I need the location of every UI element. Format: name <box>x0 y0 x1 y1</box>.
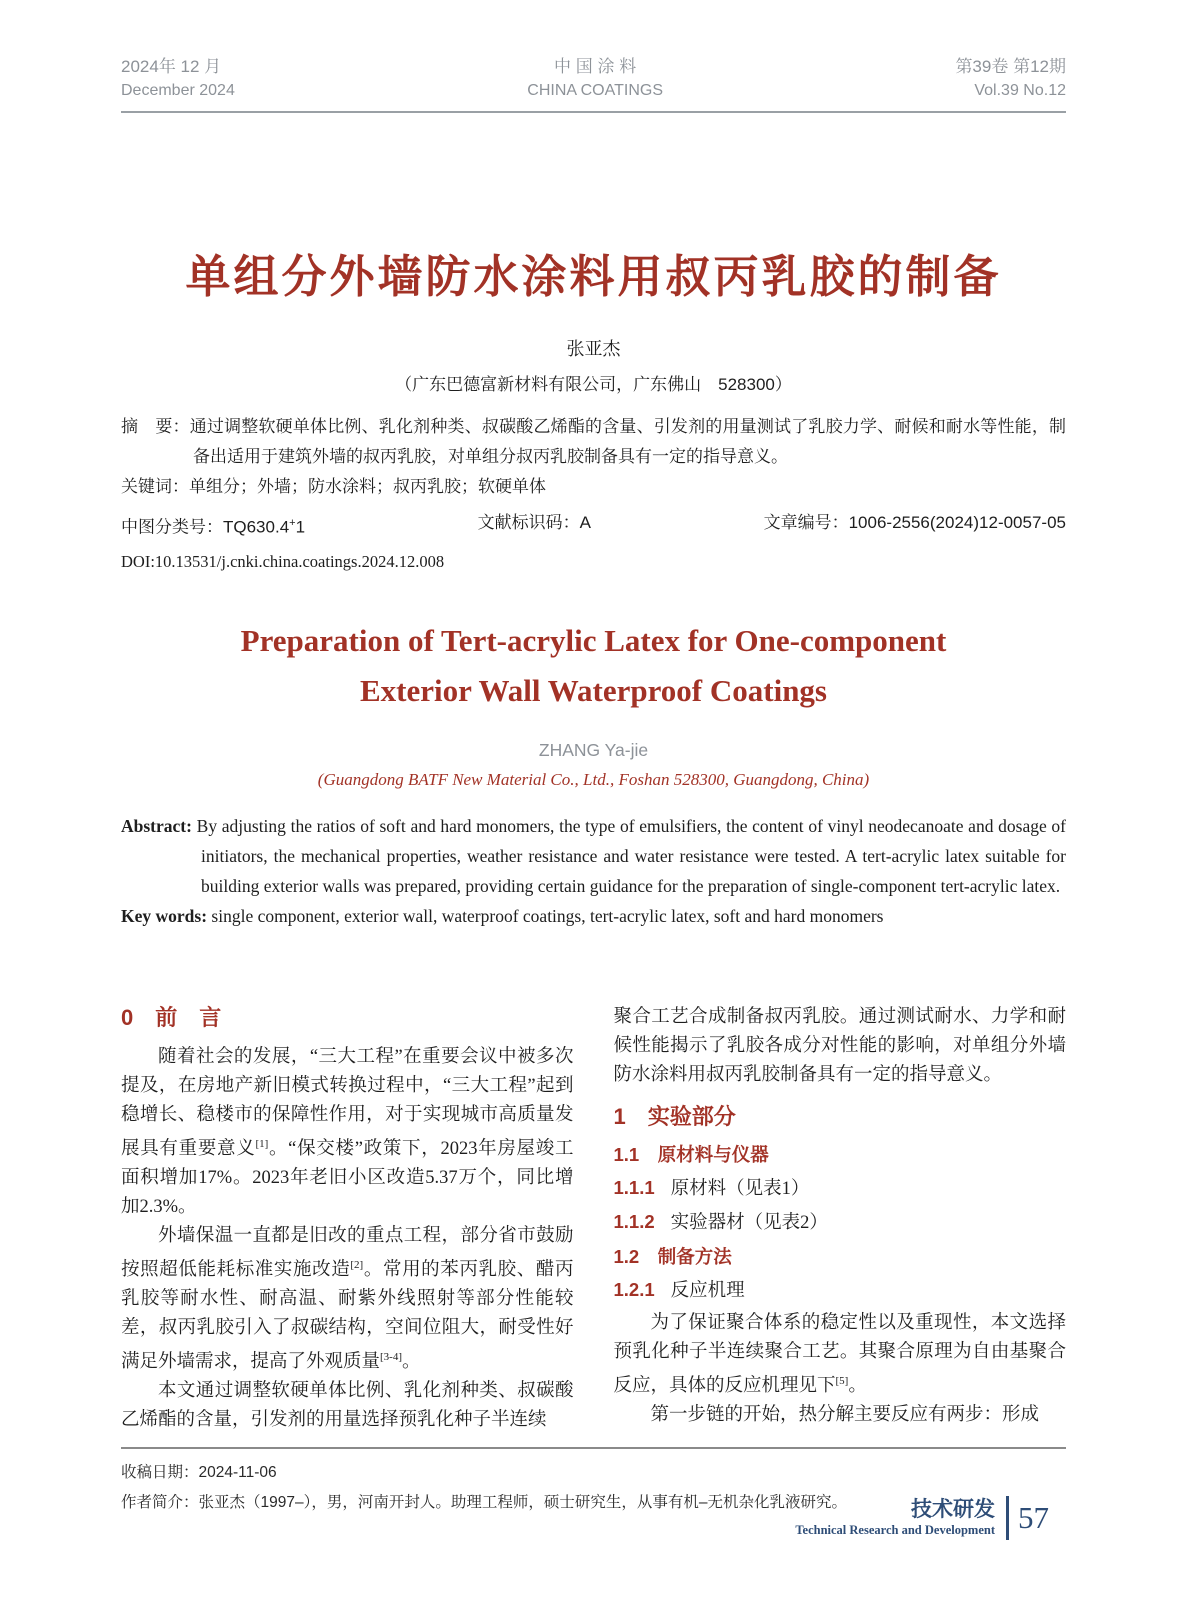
abstract-zh <box>121 412 1066 472</box>
footer-section <box>795 1498 995 1538</box>
article-title-zh: 单组分外墙防水涂料用叔丙乳胶的制备 <box>185 251 1002 302</box>
citation-ref: [3-4] <box>380 1350 403 1363</box>
journal-header <box>121 55 1066 113</box>
journal-name-zh: 中 国 涂 料 <box>554 57 637 76</box>
affiliation-en: (Guangdong BATF New Material Co., Ltd., Foshan 528300, Guangdong, China) <box>317 769 870 789</box>
affiliation-zh: （广东巴德富新材料有限公司，广东佛山 528300） <box>395 375 792 394</box>
keywords-zh-label: 关键词： <box>121 477 189 496</box>
abstract-zh-label: 摘 要： <box>121 417 190 436</box>
section-heading-1-1-2: 1.1.2 实验器材（见表2） <box>613 1210 828 1233</box>
section-heading-1-1: 1.1 原材料与仪器 <box>613 1143 769 1165</box>
classification-row <box>121 509 1066 542</box>
header-issue-date <box>121 55 235 103</box>
abstract-en-label: Abstract: <box>121 815 192 836</box>
section-heading-1-1-1: 1.1.1 原材料（见表1） <box>613 1176 810 1199</box>
footer-section-en: Technical Research and Development <box>795 1523 995 1537</box>
volume-issue-zh: 第39卷 第12期 <box>955 57 1066 76</box>
article-id: 文章编号：1006-2556(2024)12-0057-05 <box>763 513 1066 532</box>
author-zh: 张亚杰 <box>566 339 621 359</box>
paragraph: 为了保证聚合体系的稳定性以及重现性，本文选择预乳化种子半连续聚合工艺。其聚合原理为自由基聚合反应，具体的反应机理见下[5]。 <box>613 1312 1066 1396</box>
body-column-right <box>614 1003 1067 1435</box>
section-heading-1-2: 1.2 制备方法 <box>613 1245 732 1267</box>
citation-ref: [2] <box>350 1258 364 1271</box>
abstract-zh-text: 通过调整软硬单体比例、乳化剂种类、叔碳酸乙烯酯的含量、引发剂的用量测试了乳胶力学、耐候和耐水等性能，制备出适用于建筑外墙的叔丙乳胶，对单组分叔丙乳胶制备具有一定的指导意义。 <box>189 417 1067 466</box>
header-journal-name <box>527 55 663 103</box>
footer-section-zh: 技术研发 <box>911 1498 995 1521</box>
paragraph: 随着社会的发展，“三大工程”在重要会议中被多次提及，在房地产新旧模式转换过程中，“三大工程”起到稳增长、稳楼市的保障性作用，对于实现城市高质量发展具有重要意义[1]。“保交楼”政策下，2023年房屋竣工面积增加17%。2023年老旧小区改造5.37万个，同比增加2.3%。 <box>121 1046 574 1217</box>
issue-date-en: December 2024 <box>121 82 235 99</box>
citation-ref: [5] <box>835 1374 849 1387</box>
citation-ref: [1] <box>255 1137 269 1150</box>
abstract-en-block <box>121 811 1066 931</box>
abstract-en-text: By adjusting the ratios of soft and hard monomers, the type of emulsifiers, the content of vinyl neodecanoate and dosage of initiators, the mechanical properties, weather resistance and water resistance were tested. A tert-acrylic latex suitable for building exterior walls was prepared, providing certain guidance for the preparation of single-component tert-acrylic latex. <box>191 815 1066 896</box>
doi: DOI:10.13531/j.cnki.china.coatings.2024.12.008 <box>121 551 445 571</box>
paragraph: 外墙保温一直都是旧改的重点工程，部分省市鼓励按照超低能耗标准实施改造[2]。常用的苯丙乳胶、醋丙乳胶等耐水性、耐高温、耐紫外线照射等部分性能较差，叔丙乳胶引入了叔碳结构，空间位阻大，耐受性好满足外墙需求，提高了外观质量[3-4]。 <box>121 1225 574 1373</box>
body-column-left <box>121 1003 574 1435</box>
author-en: ZHANG Ya-jie <box>538 739 649 760</box>
journal-name-en: CHINA COATINGS <box>527 82 663 99</box>
keywords-en <box>121 901 1066 931</box>
header-volume-issue <box>955 55 1066 103</box>
keywords-en-label: Key words: <box>121 905 208 926</box>
footer-divider <box>1006 1496 1009 1540</box>
author-bio: 作者简介：张亚杰（1997–），男，河南开封人。助理工程师，硕士研究生，从事有机–无机杂化乳液研究。 <box>121 1494 847 1512</box>
page-footer <box>795 1496 1049 1540</box>
keywords-zh <box>121 472 1066 502</box>
received-date: 收稿日期：2024-11-06 <box>121 1464 277 1482</box>
paragraph: 第一步链的开始，热分解主要反应有两步：形成 <box>650 1404 1040 1425</box>
body-columns <box>121 1003 1066 1435</box>
section-heading-0: 0 前 言 <box>121 1004 222 1030</box>
volume-issue-en: Vol.39 No.12 <box>974 82 1066 99</box>
section-heading-1: 1 实验部分 <box>613 1103 736 1129</box>
paragraph: 本文通过调整软硬单体比例、乳化剂种类、叔碳酸乙烯酯的含量，引发剂的用量选择预乳化种子半连续 <box>121 1381 574 1431</box>
abstract-en <box>121 811 1066 901</box>
keywords-zh-text: 单组分；外墙；防水涂料；叔丙乳胶；软硬单体 <box>189 477 546 496</box>
paragraph-continuation: 聚合工艺合成制备叔丙乳胶。通过测试耐水、力学和耐候性能揭示了乳胶各成分对性能的影响，对单组分外墙防水涂料用叔丙乳胶制备具有一定的指导意义。 <box>613 1006 1066 1085</box>
section-heading-1-2-1: 1.2.1 反应机理 <box>613 1278 745 1301</box>
document-code: 文献标识码：A <box>477 513 591 532</box>
issue-date-zh: 2024年 12 月 <box>121 57 222 76</box>
clc-number: 中图分类号：TQ630.4+1 <box>121 517 306 537</box>
article-title-en: Preparation of Tert-acrylic Latex for One-component Exterior Wall Waterproof Coatings <box>240 622 947 708</box>
keywords-en-text: single component, exterior wall, waterproof coatings, tert-acrylic latex, soft and hard monomers <box>207 905 884 926</box>
page-number: 57 <box>1018 1500 1049 1535</box>
abstract-zh-block <box>121 412 1066 502</box>
